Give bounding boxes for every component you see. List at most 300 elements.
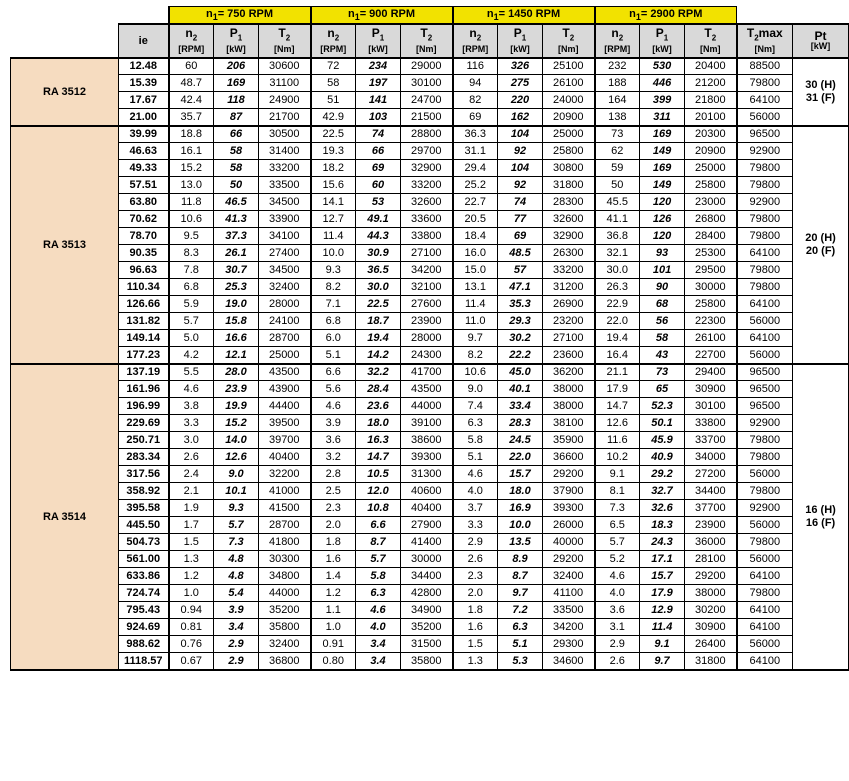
cell-p1-900: 44.3 <box>356 228 401 245</box>
cell-t2-750: 44400 <box>259 398 311 415</box>
corner-blank-1 <box>11 7 119 24</box>
cell-n2-750: 1.3 <box>169 551 214 568</box>
cell-p1-1450: 5.1 <box>498 636 543 653</box>
cell-t2-1450: 26000 <box>543 517 595 534</box>
cell-t2-2900: 29200 <box>685 568 737 585</box>
cell-n2-750: 1.2 <box>169 568 214 585</box>
cell-n2-750: 2.1 <box>169 483 214 500</box>
cell-n2-900: 1.1 <box>311 602 356 619</box>
cell-t2-900: 29000 <box>401 58 453 75</box>
cell-ie: 177.23 <box>119 347 169 364</box>
cell-n2-1450: 7.4 <box>453 398 498 415</box>
cell-t2-900: 35800 <box>401 653 453 670</box>
cell-t2-2900: 25000 <box>685 160 737 177</box>
cell-t2max: 56000 <box>737 551 793 568</box>
cell-n2-2900: 45.5 <box>595 194 640 211</box>
group-header-2900 <box>595 7 737 24</box>
cell-t2-900: 27100 <box>401 245 453 262</box>
cell-n2-750: 0.76 <box>169 636 214 653</box>
cell-n2-900: 58 <box>311 75 356 92</box>
cell-t2-900: 41400 <box>401 534 453 551</box>
cell-ie: 17.67 <box>119 92 169 109</box>
cell-n2-1450: 5.1 <box>453 449 498 466</box>
cell-t2-900: 34900 <box>401 602 453 619</box>
cell-n2-750: 42.4 <box>169 92 214 109</box>
cell-t2-1450: 23200 <box>543 313 595 330</box>
cell-t2-1450: 38100 <box>543 415 595 432</box>
cell-t2-900: 28800 <box>401 126 453 143</box>
cell-n2-1450: 5.8 <box>453 432 498 449</box>
cell-t2-1450: 27100 <box>543 330 595 347</box>
cell-p1-2900: 17.1 <box>640 551 685 568</box>
cell-t2max: 56000 <box>737 636 793 653</box>
cell-t2-2900: 22700 <box>685 347 737 364</box>
corner-blank-3 <box>737 7 793 24</box>
column-header-n2-1450 <box>453 24 498 58</box>
cell-p1-750: 23.9 <box>214 381 259 398</box>
cell-t2-1450: 32600 <box>543 211 595 228</box>
cell-p1-900: 103 <box>356 109 401 126</box>
cell-t2max: 92900 <box>737 143 793 160</box>
cell-p1-750: 19.9 <box>214 398 259 415</box>
cell-p1-1450: 104 <box>498 126 543 143</box>
column-header-n2-1450-unit: [RPM] <box>462 43 489 54</box>
column-header-t2-2900 <box>685 24 737 58</box>
cell-n2-900: 2.3 <box>311 500 356 517</box>
cell-n2-2900: 73 <box>595 126 640 143</box>
cell-p1-1450: 22.0 <box>498 449 543 466</box>
cell-t2max: 79800 <box>737 211 793 228</box>
cell-n2-900: 1.4 <box>311 568 356 585</box>
table-row <box>11 211 849 228</box>
cell-n2-2900: 21.1 <box>595 364 640 381</box>
table-body <box>11 58 849 670</box>
cell-pt-line: 30 (H) <box>805 78 836 91</box>
cell-p1-900: 53 <box>356 194 401 211</box>
cell-p1-2900: 12.9 <box>640 602 685 619</box>
table-row <box>11 126 849 143</box>
cell-n2-750: 8.3 <box>169 245 214 262</box>
cell-p1-750: 87 <box>214 109 259 126</box>
cell-t2-750: 43500 <box>259 364 311 381</box>
cell-n2-900: 4.6 <box>311 398 356 415</box>
cell-t2-1450: 31800 <box>543 177 595 194</box>
cell-n2-1450: 3.7 <box>453 500 498 517</box>
cell-p1-1450: 22.2 <box>498 347 543 364</box>
cell-n2-750: 2.4 <box>169 466 214 483</box>
cell-t2max: 56000 <box>737 517 793 534</box>
column-header-p1-1450 <box>498 24 543 58</box>
cell-t2max: 56000 <box>737 313 793 330</box>
cell-p1-900: 30.9 <box>356 245 401 262</box>
cell-pt-line: 16 (H) <box>805 503 836 516</box>
cell-t2-2900: 27200 <box>685 466 737 483</box>
cell-pt-line: 16 (F) <box>805 516 836 529</box>
cell-p1-750: 16.6 <box>214 330 259 347</box>
cell-ie: 96.63 <box>119 262 169 279</box>
group-header-900 <box>311 7 453 24</box>
cell-p1-2900: 43 <box>640 347 685 364</box>
cell-p1-900: 36.5 <box>356 262 401 279</box>
cell-p1-900: 18.7 <box>356 313 401 330</box>
cell-n2-900: 15.6 <box>311 177 356 194</box>
cell-p1-1450: 220 <box>498 92 543 109</box>
cell-t2-900: 23900 <box>401 313 453 330</box>
cell-t2max: 96500 <box>737 364 793 381</box>
cell-p1-2900: 101 <box>640 262 685 279</box>
column-header-t2-900-symbol: $T_2$ <box>420 26 433 43</box>
cell-t2-750: 25000 <box>259 347 311 364</box>
cell-t2-2900: 20900 <box>685 143 737 160</box>
cell-n2-2900: 14.7 <box>595 398 640 415</box>
cell-n2-750: 6.8 <box>169 279 214 296</box>
cell-n2-750: 1.0 <box>169 585 214 602</box>
cell-ie: 49.33 <box>119 160 169 177</box>
cell-t2-750: 30500 <box>259 126 311 143</box>
cell-n2-750: 1.5 <box>169 534 214 551</box>
cell-t2max: 56000 <box>737 109 793 126</box>
cell-n2-1450: 31.1 <box>453 143 498 160</box>
column-header-t2-900 <box>401 24 453 58</box>
table-row <box>11 619 849 636</box>
cell-p1-2900: 18.3 <box>640 517 685 534</box>
cell-n2-750: 18.8 <box>169 126 214 143</box>
cell-p1-750: 206 <box>214 58 259 75</box>
cell-t2-1450: 32900 <box>543 228 595 245</box>
cell-ie: 795.43 <box>119 602 169 619</box>
cell-t2max: 96500 <box>737 381 793 398</box>
table-row <box>11 500 849 517</box>
cell-n2-750: 10.6 <box>169 211 214 228</box>
cell-p1-2900: 311 <box>640 109 685 126</box>
cell-p1-750: 2.9 <box>214 653 259 670</box>
cell-t2-1450: 25000 <box>543 126 595 143</box>
cell-t2-1450: 36600 <box>543 449 595 466</box>
cell-p1-900: 197 <box>356 75 401 92</box>
cell-n2-750: 5.7 <box>169 313 214 330</box>
cell-n2-1450: 69 <box>453 109 498 126</box>
cell-p1-1450: 162 <box>498 109 543 126</box>
cell-p1-1450: 24.5 <box>498 432 543 449</box>
cell-n2-2900: 188 <box>595 75 640 92</box>
column-header-t2-1450-unit: [Nm] <box>558 43 579 54</box>
column-header-p1-900-symbol: $P_1$ <box>371 26 385 43</box>
cell-t2-1450: 25100 <box>543 58 595 75</box>
column-header-ie: ie <box>119 24 169 58</box>
cell-ie: 229.69 <box>119 415 169 432</box>
cell-p1-900: 30.0 <box>356 279 401 296</box>
cell-t2max: 64100 <box>737 619 793 636</box>
table-row <box>11 381 849 398</box>
table-row <box>11 636 849 653</box>
cell-n2-1450: 11.0 <box>453 313 498 330</box>
cell-t2-1450: 26300 <box>543 245 595 262</box>
cell-p1-900: 69 <box>356 160 401 177</box>
cell-p1-750: 41.3 <box>214 211 259 228</box>
cell-p1-750: 19.0 <box>214 296 259 313</box>
table-row <box>11 483 849 500</box>
cell-t2max: 79800 <box>737 279 793 296</box>
cell-p1-900: 14.2 <box>356 347 401 364</box>
cell-n2-900: 6.8 <box>311 313 356 330</box>
cell-n2-1450: 22.7 <box>453 194 498 211</box>
table-row <box>11 75 849 92</box>
cell-p1-750: 4.8 <box>214 568 259 585</box>
cell-n2-2900: 2.9 <box>595 636 640 653</box>
cell-t2-2900: 23000 <box>685 194 737 211</box>
cell-n2-900: 1.2 <box>311 585 356 602</box>
cell-n2-900: 2.5 <box>311 483 356 500</box>
cell-n2-2900: 9.1 <box>595 466 640 483</box>
cell-n2-2900: 41.1 <box>595 211 640 228</box>
group-label-900: $n_1= 900$ RPM <box>347 7 416 22</box>
cell-ie: 445.50 <box>119 517 169 534</box>
cell-p1-2900: 24.3 <box>640 534 685 551</box>
cell-t2-2900: 33700 <box>685 432 737 449</box>
cell-t2-1450: 33500 <box>543 602 595 619</box>
cell-p1-1450: 77 <box>498 211 543 228</box>
cell-t2-750: 28700 <box>259 330 311 347</box>
cell-p1-1450: 275 <box>498 75 543 92</box>
cell-t2-750: 43900 <box>259 381 311 398</box>
cell-n2-2900: 36.8 <box>595 228 640 245</box>
cell-t2-900: 31500 <box>401 636 453 653</box>
table-row <box>11 92 849 109</box>
cell-p1-2900: 58 <box>640 330 685 347</box>
cell-t2max: 92900 <box>737 415 793 432</box>
cell-n2-900: 10.0 <box>311 245 356 262</box>
cell-n2-2900: 7.3 <box>595 500 640 517</box>
column-header-p1-1450-unit: [kW] <box>510 43 530 54</box>
cell-t2max: 56000 <box>737 347 793 364</box>
cell-n2-1450: 9.7 <box>453 330 498 347</box>
cell-n2-2900: 62 <box>595 143 640 160</box>
cell-t2-2900: 28100 <box>685 551 737 568</box>
table-row <box>11 364 849 381</box>
cell-p1-750: 3.4 <box>214 619 259 636</box>
cell-t2-750: 28000 <box>259 296 311 313</box>
cell-n2-1450: 13.1 <box>453 279 498 296</box>
cell-p1-1450: 92 <box>498 143 543 160</box>
cell-n2-1450: 4.0 <box>453 483 498 500</box>
cell-n2-2900: 164 <box>595 92 640 109</box>
cell-n2-750: 3.8 <box>169 398 214 415</box>
column-header-p1-900 <box>356 24 401 58</box>
cell-p1-2900: 32.7 <box>640 483 685 500</box>
cell-p1-900: 6.3 <box>356 585 401 602</box>
cell-n2-900: 14.1 <box>311 194 356 211</box>
cell-n2-900: 2.8 <box>311 466 356 483</box>
cell-t2-750: 34500 <box>259 194 311 211</box>
cell-p1-1450: 28.3 <box>498 415 543 432</box>
cell-t2-900: 30100 <box>401 75 453 92</box>
cell-p1-900: 234 <box>356 58 401 75</box>
cell-t2-1450: 31200 <box>543 279 595 296</box>
cell-p1-2900: 149 <box>640 177 685 194</box>
group-label-1450: $n_1= 1450$ RPM <box>486 7 561 22</box>
cell-n2-2900: 26.3 <box>595 279 640 296</box>
cell-t2-900: 39300 <box>401 449 453 466</box>
cell-t2-1450: 30800 <box>543 160 595 177</box>
cell-n2-900: 1.0 <box>311 619 356 636</box>
cell-t2-750: 31400 <box>259 143 311 160</box>
cell-p1-1450: 16.9 <box>498 500 543 517</box>
cell-pt <box>793 58 849 126</box>
cell-p1-1450: 6.3 <box>498 619 543 636</box>
cell-t2-750: 21700 <box>259 109 311 126</box>
cell-p1-2900: 40.9 <box>640 449 685 466</box>
cell-t2-1450: 33200 <box>543 262 595 279</box>
cell-n2-750: 4.6 <box>169 381 214 398</box>
cell-p1-2900: 32.6 <box>640 500 685 517</box>
cell-p1-1450: 48.5 <box>498 245 543 262</box>
cell-p1-1450: 104 <box>498 160 543 177</box>
cell-n2-1450: 2.0 <box>453 585 498 602</box>
cell-ie: 250.71 <box>119 432 169 449</box>
cell-p1-1450: 30.2 <box>498 330 543 347</box>
cell-p1-2900: 17.9 <box>640 585 685 602</box>
cell-p1-1450: 69 <box>498 228 543 245</box>
cell-n2-750: 1.9 <box>169 500 214 517</box>
cell-p1-750: 5.4 <box>214 585 259 602</box>
cell-n2-900: 9.3 <box>311 262 356 279</box>
cell-p1-750: 9.3 <box>214 500 259 517</box>
cell-n2-900: 3.9 <box>311 415 356 432</box>
cell-n2-750: 13.0 <box>169 177 214 194</box>
cell-t2-900: 32100 <box>401 279 453 296</box>
cell-n2-1450: 1.6 <box>453 619 498 636</box>
cell-t2-750: 40400 <box>259 449 311 466</box>
cell-p1-1450: 10.0 <box>498 517 543 534</box>
cell-t2-900: 35200 <box>401 619 453 636</box>
column-header-t2max-unit: [Nm] <box>754 43 776 54</box>
cell-p1-900: 49.1 <box>356 211 401 228</box>
column-header-pt <box>793 24 849 58</box>
cell-p1-750: 12.6 <box>214 449 259 466</box>
cell-n2-1450: 116 <box>453 58 498 75</box>
cell-n2-2900: 3.6 <box>595 602 640 619</box>
cell-t2-900: 33800 <box>401 228 453 245</box>
cell-ie: 395.58 <box>119 500 169 517</box>
cell-t2max: 88500 <box>737 58 793 75</box>
model-name-cell: RA 3512 <box>11 58 119 126</box>
cell-p1-1450: 326 <box>498 58 543 75</box>
cell-t2-2900: 29500 <box>685 262 737 279</box>
cell-p1-1450: 57 <box>498 262 543 279</box>
cell-t2-2900: 30000 <box>685 279 737 296</box>
cell-n2-900: 72 <box>311 58 356 75</box>
cell-p1-2900: 93 <box>640 245 685 262</box>
cell-t2-750: 30300 <box>259 551 311 568</box>
cell-p1-1450: 35.3 <box>498 296 543 313</box>
cell-p1-1450: 33.4 <box>498 398 543 415</box>
cell-n2-900: 19.3 <box>311 143 356 160</box>
cell-ie: 149.14 <box>119 330 169 347</box>
cell-t2-750: 24100 <box>259 313 311 330</box>
cell-t2-2900: 34400 <box>685 483 737 500</box>
cell-p1-2900: 149 <box>640 143 685 160</box>
cell-p1-750: 26.1 <box>214 245 259 262</box>
column-header-n2-2900-unit: [RPM] <box>604 43 631 54</box>
cell-p1-900: 5.7 <box>356 551 401 568</box>
column-header-p1-2900-symbol: $P_1$ <box>655 26 669 43</box>
cell-p1-750: 4.8 <box>214 551 259 568</box>
table-row <box>11 347 849 364</box>
table-row <box>11 415 849 432</box>
cell-p1-750: 7.3 <box>214 534 259 551</box>
cell-t2max: 64100 <box>737 296 793 313</box>
cell-p1-900: 66 <box>356 143 401 160</box>
cell-p1-1450: 8.7 <box>498 568 543 585</box>
cell-t2max: 79800 <box>737 75 793 92</box>
cell-t2-1450: 36200 <box>543 364 595 381</box>
cell-n2-900: 3.2 <box>311 449 356 466</box>
cell-t2max: 79800 <box>737 432 793 449</box>
cell-p1-2900: 120 <box>640 194 685 211</box>
cell-n2-900: 5.6 <box>311 381 356 398</box>
cell-t2-2900: 36000 <box>685 534 737 551</box>
cell-ie: 78.70 <box>119 228 169 245</box>
cell-ie: 131.82 <box>119 313 169 330</box>
table-row <box>11 398 849 415</box>
cell-ie: 988.62 <box>119 636 169 653</box>
cell-p1-900: 4.6 <box>356 602 401 619</box>
cell-t2-900: 43500 <box>401 381 453 398</box>
cell-n2-750: 1.7 <box>169 517 214 534</box>
cell-t2-900: 39100 <box>401 415 453 432</box>
cell-t2-1450: 40000 <box>543 534 595 551</box>
table-row <box>11 228 849 245</box>
cell-p1-900: 19.4 <box>356 330 401 347</box>
header-row-groups <box>11 7 849 24</box>
table-row <box>11 585 849 602</box>
cell-n2-1450: 36.3 <box>453 126 498 143</box>
cell-t2-2900: 30200 <box>685 602 737 619</box>
cell-t2-1450: 34600 <box>543 653 595 670</box>
column-header-t2-750-symbol: $T_2$ <box>278 26 291 43</box>
cell-ie: 90.35 <box>119 245 169 262</box>
cell-ie: 63.80 <box>119 194 169 211</box>
cell-t2-1450: 38000 <box>543 398 595 415</box>
cell-t2-900: 33200 <box>401 177 453 194</box>
cell-n2-750: 16.1 <box>169 143 214 160</box>
cell-ie: 15.39 <box>119 75 169 92</box>
cell-n2-1450: 4.6 <box>453 466 498 483</box>
cell-p1-900: 10.5 <box>356 466 401 483</box>
cell-p1-750: 50 <box>214 177 259 194</box>
cell-t2-900: 32600 <box>401 194 453 211</box>
cell-p1-750: 12.1 <box>214 347 259 364</box>
cell-n2-1450: 6.3 <box>453 415 498 432</box>
cell-n2-1450: 18.4 <box>453 228 498 245</box>
cell-t2-750: 34500 <box>259 262 311 279</box>
cell-t2-750: 39500 <box>259 415 311 432</box>
cell-ie: 39.99 <box>119 126 169 143</box>
cell-p1-1450: 18.0 <box>498 483 543 500</box>
cell-t2-900: 29700 <box>401 143 453 160</box>
cell-ie: 46.63 <box>119 143 169 160</box>
cell-t2-750: 32400 <box>259 279 311 296</box>
cell-t2-2900: 34000 <box>685 449 737 466</box>
cell-p1-1450: 45.0 <box>498 364 543 381</box>
cell-n2-2900: 5.2 <box>595 551 640 568</box>
cell-n2-900: 6.0 <box>311 330 356 347</box>
table-row <box>11 330 849 347</box>
cell-n2-1450: 10.6 <box>453 364 498 381</box>
cell-pt-line: 31 (F) <box>805 91 836 104</box>
cell-t2-1450: 32400 <box>543 568 595 585</box>
cell-n2-1450: 15.0 <box>453 262 498 279</box>
